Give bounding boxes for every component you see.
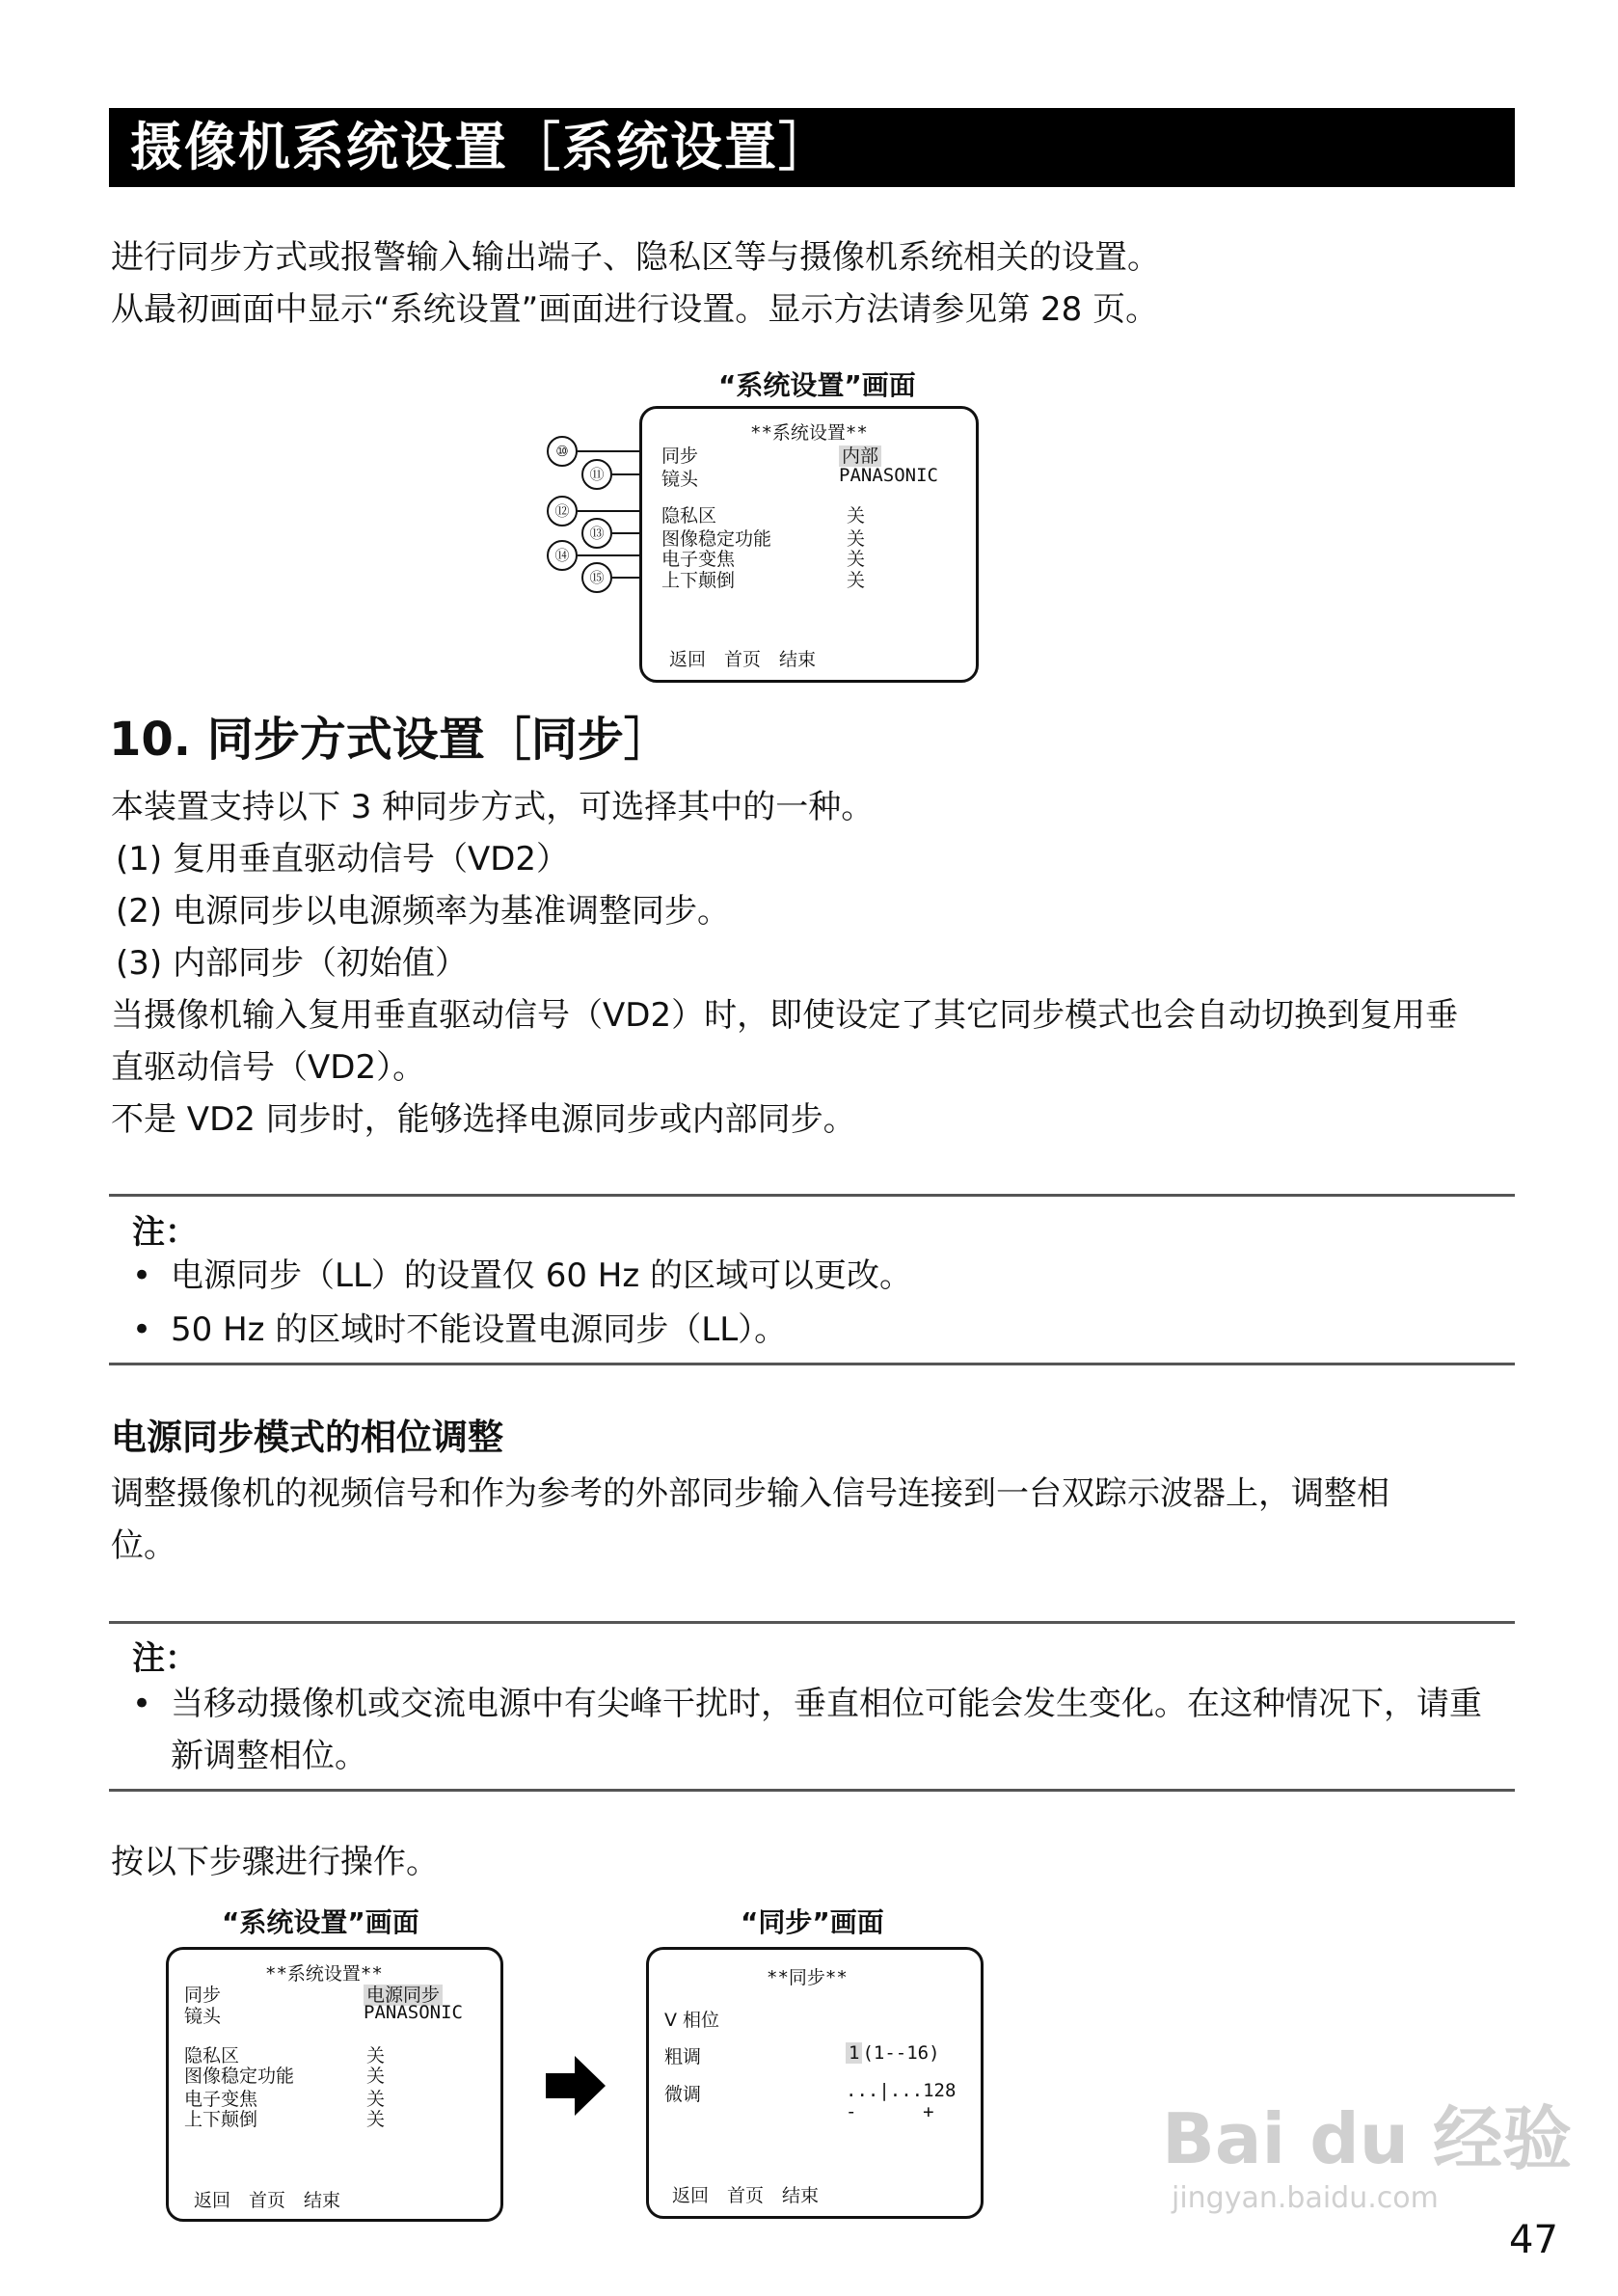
section-heading: 10. 同步方式设置［同步］ [109, 713, 670, 767]
screen-row-label: 隐私区 [661, 505, 717, 527]
screen-row-value: 关 [847, 505, 866, 527]
screen-header: **系统设置** [750, 422, 868, 444]
coarse-range: (1--16) [862, 2042, 940, 2064]
system-settings-screen [639, 406, 979, 683]
fine-value: ...|...128 [846, 2080, 957, 2101]
v-phase-label: V 相位 [664, 2010, 720, 2031]
fine-label: 微调 [664, 2084, 702, 2105]
callout-leader [612, 577, 641, 579]
fine-scale: - + [846, 2101, 934, 2122]
callout-leader [578, 510, 641, 512]
screen-row-label: 镜头 [184, 2006, 222, 2027]
section-line: (2) 电源同步以电源频率为基准调整同步。 [116, 892, 730, 931]
screen-row-value: 电源同步 [364, 1985, 443, 2006]
section-line: (1) 复用垂直驱动信号（VD2） [116, 840, 570, 878]
screen-row-label: 镜头 [661, 469, 699, 490]
note-heading: 注： [132, 1213, 198, 1252]
callout-11: ⑪ [581, 459, 612, 490]
screen-row-label: 上下颠倒 [184, 2109, 258, 2130]
screen-row-value: 内部 [839, 446, 881, 467]
screen-row-value: 关 [366, 2089, 386, 2110]
coarse-label: 粗调 [664, 2046, 702, 2067]
screen-header: **同步** [767, 1967, 848, 1988]
screen-footer: 返回 首页 结束 [672, 2185, 820, 2206]
callout-13: ⑬ [581, 518, 612, 549]
callout-10: ⑩ [547, 436, 578, 467]
screen-footer: 返回 首页 结束 [194, 2190, 341, 2211]
divider [109, 1789, 1515, 1792]
callout-leader [612, 473, 641, 475]
screen-row-label: 同步 [661, 446, 699, 467]
system-settings-screen-2 [166, 1947, 503, 2222]
screen-row-value: 关 [847, 570, 866, 591]
note-bullet: • 电源同步（LL）的设置仅 60 Hz 的区域可以更改。 [132, 1256, 912, 1295]
figure2-right-caption: “同步”画面 [741, 1906, 884, 1938]
screen-header: **系统设置** [265, 1963, 383, 1985]
watermark-url: jingyan.baidu.com [1172, 2181, 1439, 2215]
callout-leader [578, 554, 641, 556]
screen-row-label: 图像稳定功能 [184, 2066, 295, 2087]
intro-line-1: 进行同步方式或报警输入输出端子、隐私区等与摄像机系统相关的设置。 [111, 238, 1160, 277]
callout-leader [578, 450, 641, 452]
intro-line-2: 从最初画面中显示“系统设置”画面进行设置。显示方法请参见第 28 页。 [111, 290, 1159, 329]
screen-row-value: 关 [366, 2109, 386, 2130]
callout-12: ⑫ [547, 496, 578, 527]
screen-row-value: PANASONIC [839, 465, 938, 486]
screen-row-label: 同步 [184, 1985, 222, 2006]
section-line: 本装置支持以下 3 种同步方式，可选择其中的一种。 [111, 788, 875, 826]
page-number: 47 [1509, 2218, 1558, 2262]
screen-row-value: 关 [366, 2066, 386, 2087]
callout-leader [612, 532, 641, 534]
section-line: 当摄像机输入复用垂直驱动信号（VD2）时，即使设定了其它同步模式也会自动切换到复用垂 [111, 996, 1459, 1035]
page-title: 摄像机系统设置［系统设置］ [109, 108, 1515, 187]
screen-row-label: 电子变焦 [184, 2089, 258, 2110]
screen-row-label: 上下颠倒 [661, 570, 736, 591]
screen-footer: 返回 首页 结束 [669, 649, 817, 670]
screen-row-value: 关 [366, 2045, 386, 2066]
phase-line: 位。 [111, 1526, 176, 1565]
phase-line: 调整摄像机的视频信号和作为参考的外部同步输入信号连接到一台双踪示波器上，调整相 [111, 1474, 1389, 1513]
watermark-logo: Bai du 经验 [1162, 2098, 1573, 2179]
callout-15: ⑮ [581, 562, 612, 593]
screen-row-label: 图像稳定功能 [661, 528, 772, 550]
coarse-value: 1 [846, 2042, 862, 2064]
figure1-caption: “系统设置”画面 [718, 369, 916, 401]
callout-14: ⑭ [547, 540, 578, 571]
note-heading: 注： [132, 1639, 198, 1678]
section-line: (3) 内部同步（初始值） [116, 944, 468, 983]
screen-row-label: 隐私区 [184, 2045, 240, 2066]
subsection-heading: 电源同步模式的相位调整 [111, 1417, 503, 1458]
divider [109, 1363, 1515, 1365]
screen-row-value: 关 [847, 549, 866, 570]
right-arrow-icon [546, 2056, 606, 2120]
steps-intro: 按以下步骤进行操作。 [111, 1843, 439, 1881]
divider [109, 1194, 1515, 1197]
figure2-left-caption: “系统设置”画面 [222, 1906, 419, 1938]
section-line: 不是 VD2 同步时，能够选择电源同步或内部同步。 [111, 1100, 856, 1139]
screen-row-value: PANASONIC [364, 2002, 463, 2023]
note-bullet: • 50 Hz 的区域时不能设置电源同步（LL）。 [132, 1310, 788, 1349]
screen-row-value: 关 [847, 528, 866, 550]
screen-row-label: 电子变焦 [661, 549, 736, 570]
note-bullet: • 当移动摄像机或交流电源中有尖峰干扰时，垂直相位可能会发生变化。在这种情况下，请重新调整相位。 [132, 1685, 1482, 1775]
sync-screen [646, 1947, 984, 2219]
divider [109, 1621, 1515, 1624]
section-line: 直驱动信号（VD2）。 [111, 1048, 426, 1087]
